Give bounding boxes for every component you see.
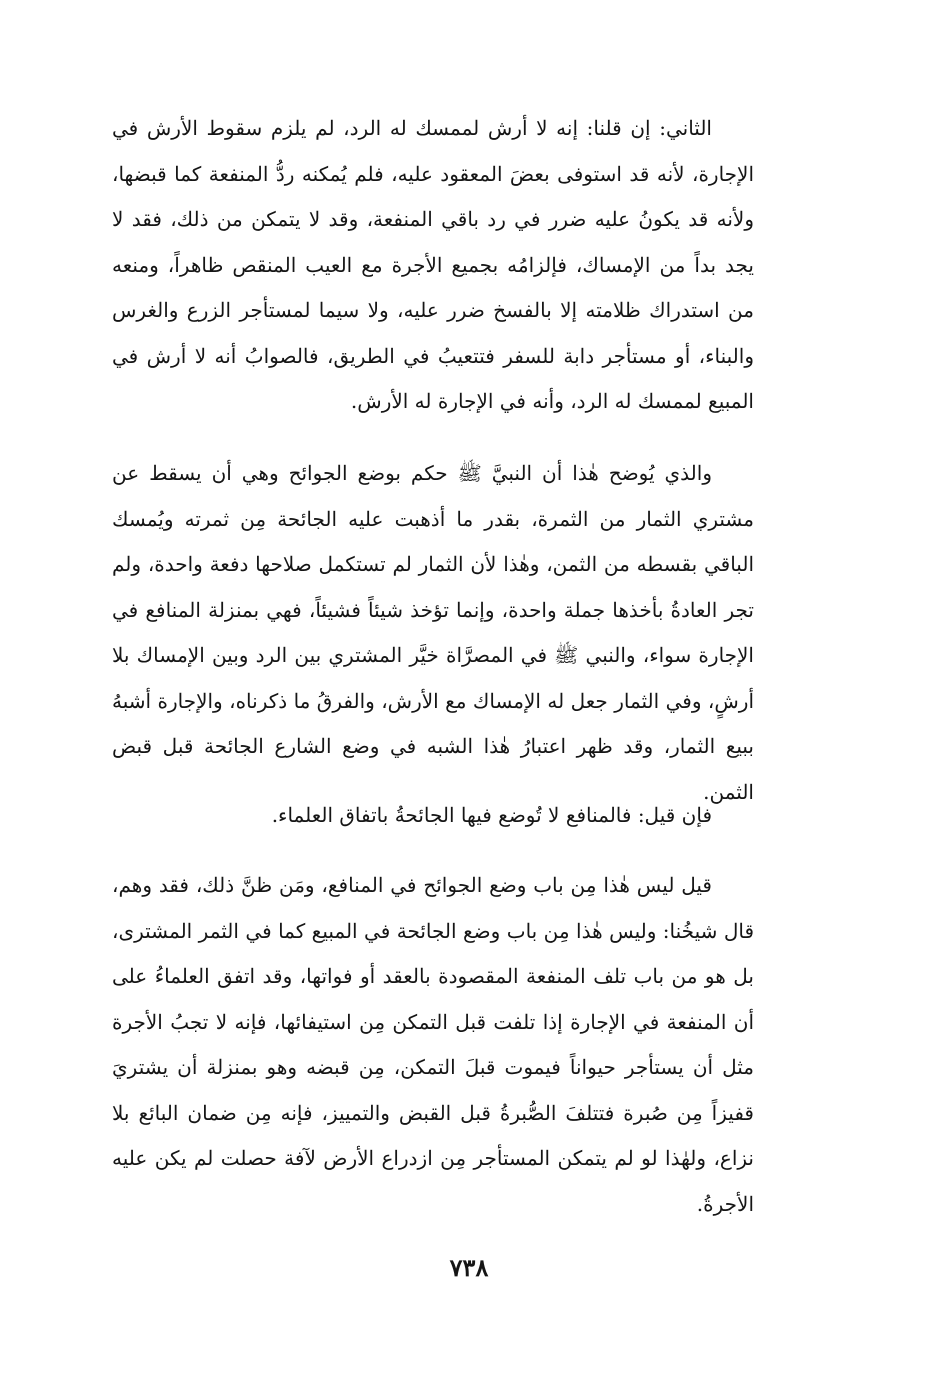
paragraph-4: قيل ليس هٰذا مِن باب وضع الجوائح في المنافع، ومَن ظنَّ ذلك، فقد وهم، قال شيخُنا: وليس هٰذا مِن باب وضع الجائحة في المبيع كما في الثمر المشترى، بل هو من باب تلف المنفعة المقصودة بالعقد أو فواتها، وقد اتفق العلماءُ على أن المنفعة في الإجارة إذا تلفت قبل التمكن مِن استيفائها، فإنه لا تجبُ الأجرة مثل أن يستأجر حيواناً فيموت قبلَ التمكن، مِن قبضه وهو بمنزلة أن يشتريَ قفيزاً مِن صُبرة فتتلفَ الصُّبرةُ قبل القبض والتمييز، فإنه مِن ضمان البائع بلا نزاع، ولهٰذا لو لم يتمكن المستأجر مِن ازدراع الأرض لآفة حصلت لم يكن عليه الأجرةُ. xyxy=(112,873,755,1216)
paragraph-2-block xyxy=(112,451,754,815)
paragraph-1-block xyxy=(112,106,754,425)
page-number: ٧٣٨ xyxy=(449,1253,489,1282)
paragraph-2: والذي يُوضح هٰذا أن النبيَّ ﷺ حكم بوضع الجوائح وهي أن يسقط عن مشتري الثمار من الثمرة، بقدر ما أذهبت عليه الجائحة مِن ثمرته ويُمسك الباقي بقسطه من الثمن، وهٰذا لأن الثمار لم تستكمل صلاحها دفعة واحدة، ولم تجر العادةُ بأخذها جملة واحدة، وإنما تؤخذ شيئاً فشيئاً، فهي بمنزلة المنافع في الإجارة سواء، والنبي ﷺ في المصرَّاة خيَّر المشتري بين الرد وبين الإمساك بلا أرشٍ، وفي الثمار جعل له الإمساك مع الأرش، والفرقُ ما ذكرناه، والإجارة أشبهُ ببيع الثمار، وقد ظهر اعتبارُ هٰذا الشبه في وضع الشارع الجائحة قبل قبض الثمن. xyxy=(112,461,754,804)
paragraph-4-block xyxy=(112,863,754,1227)
paragraph-3: فإن قيل: فالمنافع لا تُوضع فيها الجائحةُ باتفاق العلماء. xyxy=(271,803,712,827)
paragraph-3-block xyxy=(112,793,754,839)
paragraph-1: الثاني: إن قلنا: إنه لا أرش لممسك له الرد، لم يلزم سقوط الأرش في الإجارة، لأنه قد استوفى بعضَ المعقود عليه، فلم يُمكنه ردُّ المنفعة كما قبضها، ولأنه قد يكونُ عليه ضرر في رد باقي المنفعة، وقد لا يتمكن من ذلك، فقد لا يجد بداً من الإمساك، فإلزامُه بجميع الأجرة مع العيب المنقص ظاهراً، ومنعه من استدراك ظلامته إلا بالفسخ ضرر عليه، ولا سيما لمستأجر الزرع والغرس والبناء، أو مستأجر دابة للسفر فتتعيبُ في الطريق، فالصوابُ أنه لا أرش في المبيع لممسك له الرد، وأنه في الإجارة له الأرش. xyxy=(112,116,754,413)
